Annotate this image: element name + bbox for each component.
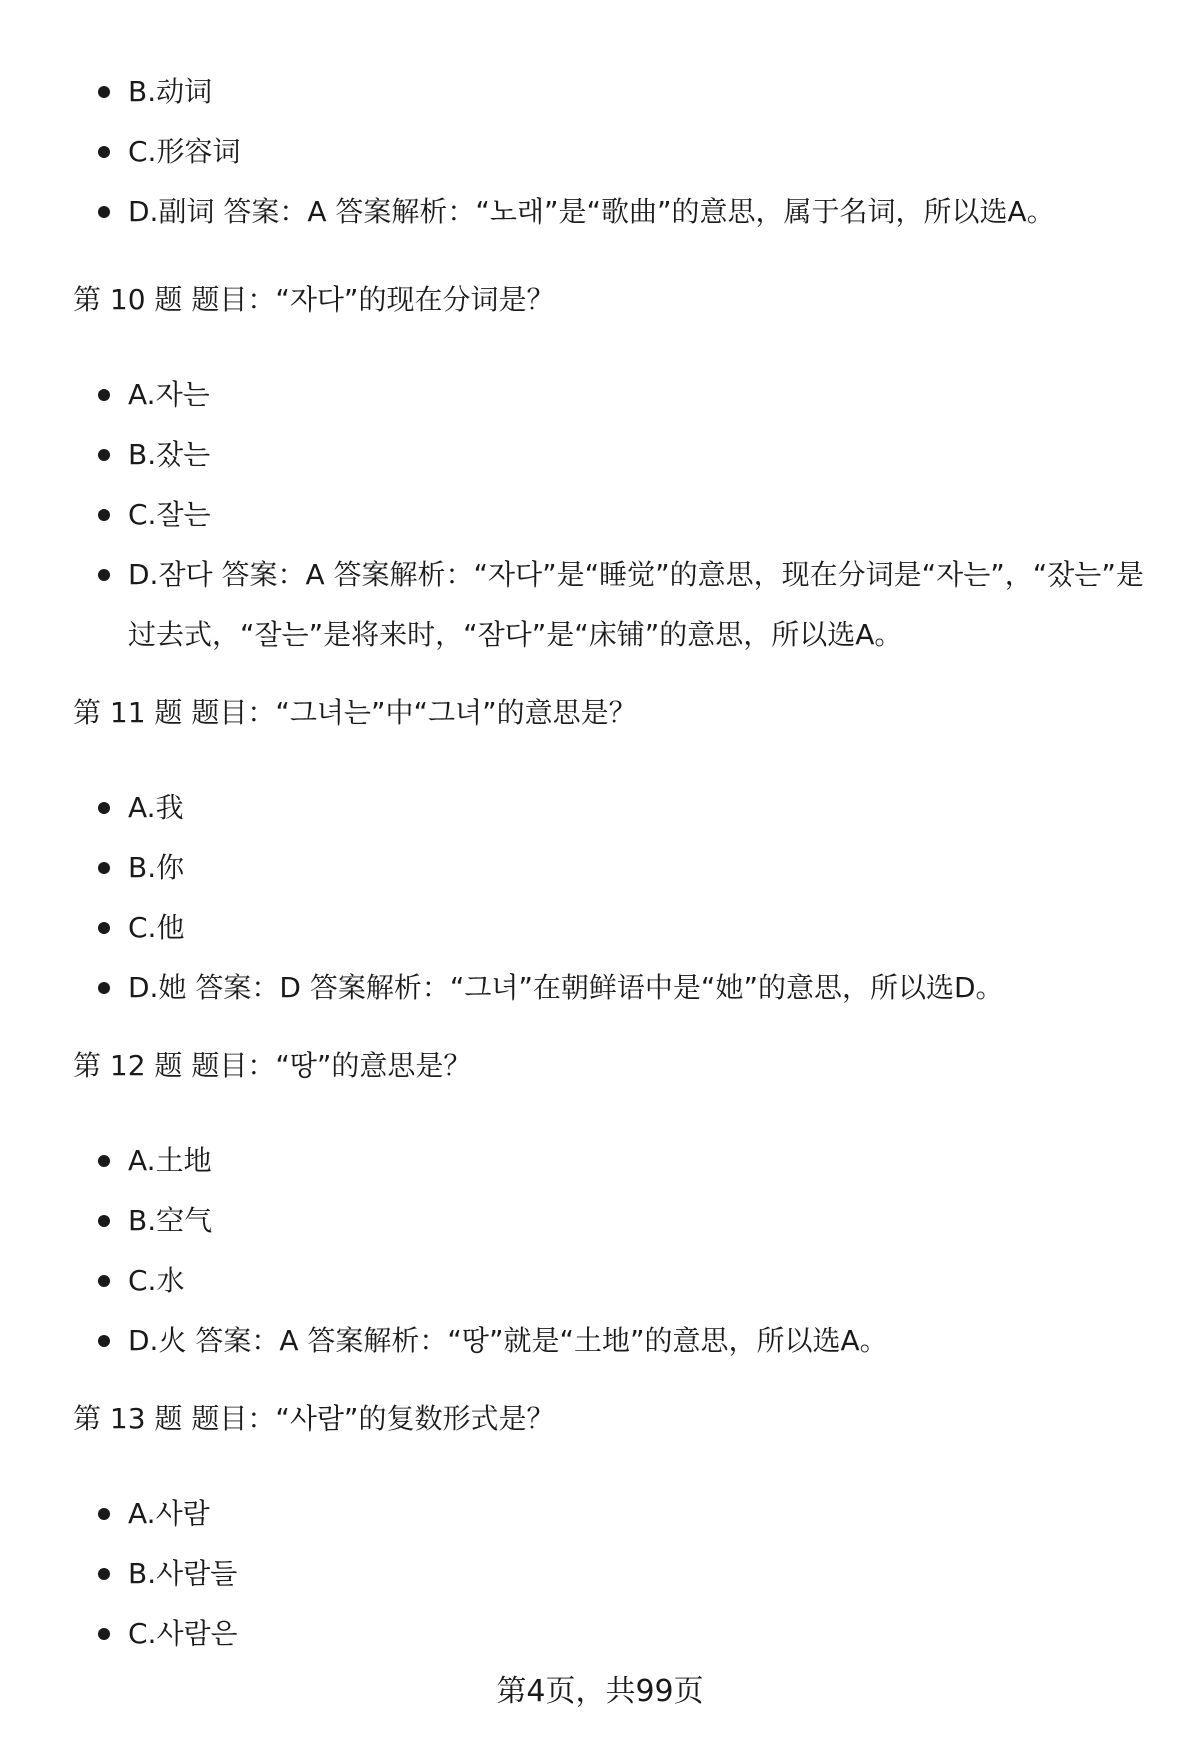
question-content <box>73 62 1153 1664</box>
option-item <box>73 1484 1153 1544</box>
option-list <box>73 365 1153 665</box>
option-item <box>73 62 1153 122</box>
option-text: A.사람 <box>128 1497 210 1530</box>
option-text: C.사람은 <box>128 1617 238 1650</box>
option-item <box>73 1311 1153 1371</box>
question-title: 第 11 题 题目：“그녀는”中“그녀”的意思是？ <box>73 696 637 729</box>
bullet-icon <box>98 1155 110 1167</box>
option-item <box>73 778 1153 838</box>
bullet-icon <box>98 1215 110 1227</box>
option-text: B.잤는 <box>128 438 211 471</box>
question-title: 第 10 题 题目：“자다”的现在分词是？ <box>73 283 555 316</box>
option-text: A.자는 <box>128 378 210 411</box>
option-text: B.你 <box>128 851 185 884</box>
option-item <box>73 545 1153 665</box>
bullet-icon <box>98 146 110 158</box>
option-text: D.잠다 答案：A 答案解析：“자다”是“睡觉”的意思，现在分词是“자는”，“잤는”是过去式，“잘는”是将来时，“잠다”是“床铺”的意思，所以选A。 <box>128 558 1144 651</box>
option-text: B.空气 <box>128 1204 213 1237</box>
bullet-icon <box>98 389 110 401</box>
option-text: A.土地 <box>128 1144 212 1177</box>
option-item <box>73 898 1153 958</box>
option-text: C.形容词 <box>128 135 241 168</box>
option-text: C.잘는 <box>128 498 211 531</box>
option-item <box>73 122 1153 182</box>
option-item <box>73 1251 1153 1311</box>
option-item <box>73 1131 1153 1191</box>
option-item <box>73 182 1153 242</box>
bullet-icon <box>98 982 110 994</box>
option-item <box>73 365 1153 425</box>
bullet-icon <box>98 569 110 581</box>
bullet-icon <box>98 1508 110 1520</box>
option-text: A.我 <box>128 791 184 824</box>
bullet-icon <box>98 449 110 461</box>
option-text: C.他 <box>128 911 185 944</box>
bullet-icon <box>98 86 110 98</box>
option-list <box>73 1131 1153 1371</box>
option-text: B.사람들 <box>128 1557 238 1590</box>
question-title: 第 12 题 题目：“땅”的意思是？ <box>73 1049 472 1082</box>
bullet-icon <box>98 802 110 814</box>
option-text: C.水 <box>128 1264 185 1297</box>
option-text: D.她 答案：D 答案解析：“그녀”在朝鲜语中是“她”的意思，所以选D。 <box>128 971 1004 1004</box>
option-item <box>73 838 1153 898</box>
question-title: 第 13 题 题目：“사람”的复数形式是？ <box>73 1402 555 1435</box>
option-item <box>73 1604 1153 1664</box>
bullet-icon <box>98 1628 110 1640</box>
option-text: B.动词 <box>128 75 213 108</box>
option-item <box>73 425 1153 485</box>
option-text: D.副词 答案：A 答案解析：“노래”是“歌曲”的意思，属于名词，所以选A。 <box>128 195 1055 228</box>
bullet-icon <box>98 862 110 874</box>
bullet-icon <box>98 922 110 934</box>
option-item <box>73 1544 1153 1604</box>
bullet-icon <box>98 1568 110 1580</box>
option-item <box>73 1191 1153 1251</box>
page-footer: 第4页，共99页 <box>496 1674 704 1709</box>
bullet-icon <box>98 206 110 218</box>
option-item <box>73 958 1153 1018</box>
bullet-icon <box>98 1275 110 1287</box>
bullet-icon <box>98 509 110 521</box>
option-item <box>73 485 1153 545</box>
bullet-icon <box>98 1335 110 1347</box>
option-text: D.火 答案：A 答案解析：“땅”就是“土地”的意思，所以选A。 <box>128 1324 888 1357</box>
option-list <box>73 1484 1153 1664</box>
option-list <box>73 778 1153 1018</box>
option-list <box>73 62 1153 242</box>
